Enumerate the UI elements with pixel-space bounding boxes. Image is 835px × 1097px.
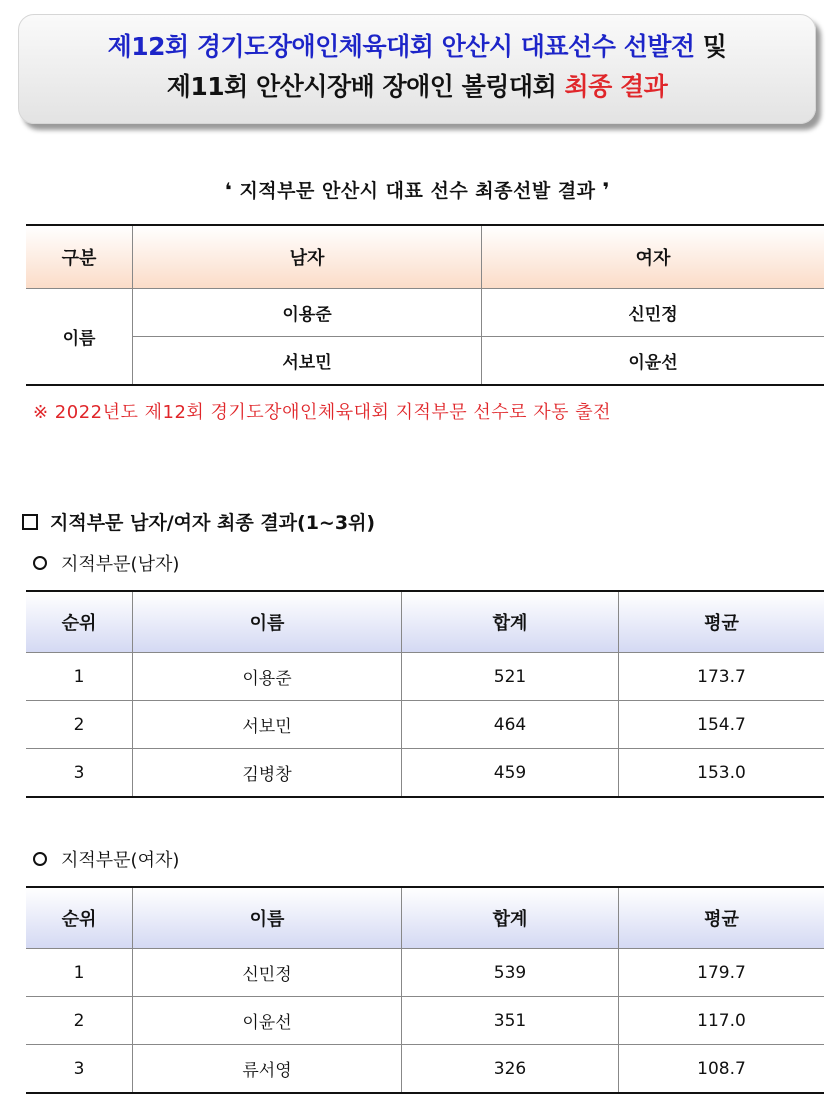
name-cell: 서보민 [133, 701, 402, 749]
total-cell: 521 [402, 653, 619, 701]
selected-female-1: 신민정 [482, 289, 825, 337]
results-header-row [26, 591, 824, 653]
title-line-2-highlight: 최종 결과 [564, 72, 668, 101]
selection-row [26, 337, 824, 386]
female-results-title [33, 846, 179, 872]
selection-table [26, 224, 824, 386]
selected-female-2: 이윤선 [482, 337, 825, 386]
name-cell: 신민정 [133, 949, 402, 997]
female-results-title-text: 지적부문(여자) [61, 850, 180, 871]
total-cell: 459 [402, 749, 619, 798]
total-cell: 326 [402, 1045, 619, 1094]
header-rank: 순위 [26, 887, 133, 949]
header-total: 합계 [402, 887, 619, 949]
header-average: 평균 [619, 887, 825, 949]
table-row [26, 1045, 824, 1094]
table-row [26, 701, 824, 749]
rank-cell: 3 [26, 749, 133, 798]
rank-cell: 2 [26, 701, 133, 749]
title-line-2-main: 제11회 안산시장배 장애인 볼링대회 [166, 72, 565, 101]
female-results-table [26, 886, 824, 1094]
name-cell: 류서영 [133, 1045, 402, 1094]
selected-male-2: 서보민 [133, 337, 482, 386]
header-name: 이름 [133, 887, 402, 949]
title-line-2 [19, 67, 815, 107]
circle-bullet-icon [33, 556, 47, 570]
male-results-table [26, 590, 824, 798]
header-category: 구분 [26, 225, 133, 289]
results-section-title [22, 508, 375, 535]
selection-title [0, 176, 835, 203]
header-female: 여자 [482, 225, 825, 289]
total-cell: 539 [402, 949, 619, 997]
table-row [26, 653, 824, 701]
average-cell: 117.0 [619, 997, 825, 1045]
rank-cell: 1 [26, 949, 133, 997]
selection-title-text: 지적부문 안산시 대표 선수 최종선발 결과 [232, 180, 603, 202]
rank-cell: 2 [26, 997, 133, 1045]
title-banner [18, 14, 816, 124]
rank-cell: 3 [26, 1045, 133, 1094]
average-cell: 108.7 [619, 1045, 825, 1094]
header-name: 이름 [133, 591, 402, 653]
header-total: 합계 [402, 591, 619, 653]
selected-male-1: 이용준 [133, 289, 482, 337]
close-quote-icon: ❜ [602, 178, 611, 202]
row-label-name: 이름 [26, 289, 133, 386]
header-male: 남자 [133, 225, 482, 289]
male-results-title [33, 550, 179, 576]
name-cell: 김병창 [133, 749, 402, 798]
average-cell: 153.0 [619, 749, 825, 798]
rank-cell: 1 [26, 653, 133, 701]
selection-row [26, 289, 824, 337]
total-cell: 351 [402, 997, 619, 1045]
auto-entry-note: ※ 2022년도 제12회 경기도장애인체육대회 지적부문 선수로 자동 출전 [33, 402, 612, 423]
selection-header-row [26, 225, 824, 289]
results-header-row [26, 887, 824, 949]
results-section-text: 지적부문 남자/여자 최종 결과(1~3위) [50, 512, 376, 534]
table-row [26, 749, 824, 798]
title-line-1 [19, 27, 815, 67]
average-cell: 179.7 [619, 949, 825, 997]
total-cell: 464 [402, 701, 619, 749]
square-bullet-icon [22, 514, 38, 530]
average-cell: 173.7 [619, 653, 825, 701]
header-rank: 순위 [26, 591, 133, 653]
open-quote-icon: ❛ [224, 178, 233, 202]
table-row [26, 997, 824, 1045]
name-cell: 이용준 [133, 653, 402, 701]
header-average: 평균 [619, 591, 825, 653]
title-line-1-suffix: 및 [694, 32, 727, 61]
title-line-1-main: 제12회 경기도장애인체육대회 안산시 대표선수 선발전 [107, 32, 695, 61]
circle-bullet-icon [33, 852, 47, 866]
male-results-title-text: 지적부문(남자) [61, 554, 180, 575]
table-row [26, 949, 824, 997]
average-cell: 154.7 [619, 701, 825, 749]
name-cell: 이윤선 [133, 997, 402, 1045]
